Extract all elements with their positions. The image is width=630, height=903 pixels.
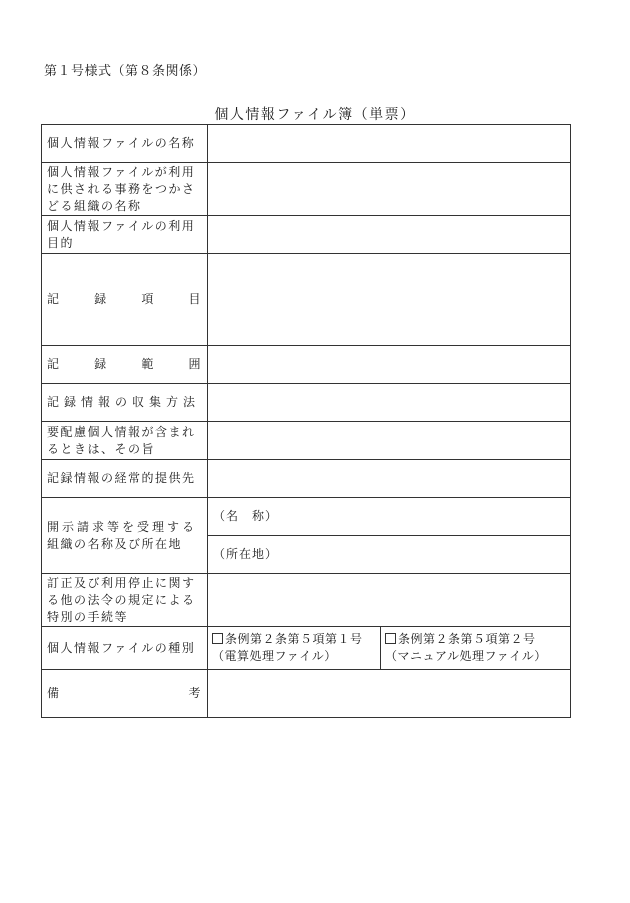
purpose-label-line: 目的: [47, 235, 75, 250]
special-procedures-label-line: 特別の手続等: [47, 609, 129, 624]
file-type-option-manual[interactable]: [381, 627, 571, 670]
form-title: 個人情報ファイル簿（単票）: [214, 107, 416, 123]
checkbox-electronic[interactable]: [212, 633, 223, 644]
record-items-char: 目: [188, 292, 202, 306]
regular-recipients-label: 記録情報の経常的提供先: [42, 460, 208, 498]
record-scope-char: 録: [94, 357, 108, 371]
sensitive-info-label: [42, 422, 208, 460]
table-row: [42, 384, 571, 422]
table-row: [42, 422, 571, 460]
table-row: [42, 574, 571, 627]
record-items-label: [42, 254, 208, 346]
table-row: [42, 216, 571, 254]
table-row: [42, 670, 571, 718]
disclosure-name-label: （名 称）: [213, 509, 279, 523]
managing-org-label-line: に供される事務をつかさ: [47, 181, 196, 196]
table-row: [42, 460, 571, 498]
sensitive-info-label-line: るときは、その旨: [47, 441, 156, 456]
form-number: 第１号様式（第８条関係）: [44, 64, 207, 79]
disclosure-org-label: [42, 498, 208, 574]
disclosure-address-field[interactable]: [208, 536, 571, 574]
record-scope-char: 記: [47, 357, 61, 371]
file-name-field[interactable]: [208, 125, 571, 163]
file-type-option-line2: （マニュアル処理ファイル）: [385, 649, 547, 663]
record-items-char: 録: [94, 292, 108, 306]
file-name-label: 個人情報ファイルの名称: [42, 125, 208, 163]
table-row: [42, 163, 571, 216]
special-procedures-field[interactable]: [208, 574, 571, 627]
file-type-option-line2: （電算処理ファイル）: [212, 649, 337, 663]
sensitive-info-label-line: 要配慮個人情報が含まれ: [47, 424, 196, 439]
table-row: [42, 627, 571, 670]
collection-method-label: 記録情報の収集方法: [42, 384, 208, 422]
purpose-label-line: 個人情報ファイルの利用: [47, 218, 196, 233]
checkbox-manual[interactable]: [385, 633, 396, 644]
managing-org-field[interactable]: [208, 163, 571, 216]
file-type-option-line1: 条例第２条第５項第２号: [398, 632, 536, 646]
personal-info-file-ledger-table: [41, 124, 571, 718]
record-items-field[interactable]: [208, 254, 571, 346]
record-scope-char: 範: [141, 357, 155, 371]
table-row: [42, 346, 571, 384]
disclosure-address-label: （所在地）: [213, 547, 279, 561]
remarks-char: 備: [47, 686, 61, 700]
special-procedures-label-line: 訂正及び利用停止に関す: [47, 575, 196, 590]
managing-org-label: [42, 163, 208, 216]
record-items-char: 項: [141, 292, 155, 306]
disclosure-org-label-line: 開示請求等を受理する: [47, 519, 198, 534]
collection-method-field[interactable]: [208, 384, 571, 422]
file-type-label: 個人情報ファイルの種別: [42, 627, 208, 670]
special-procedures-label: [42, 574, 208, 627]
record-scope-field[interactable]: [208, 346, 571, 384]
managing-org-label-line: 個人情報ファイルが利用: [47, 164, 196, 179]
remarks-label: [42, 670, 208, 718]
file-type-option-line1: 条例第２条第５項第１号: [225, 632, 363, 646]
file-type-option-electronic[interactable]: [208, 627, 381, 670]
disclosure-org-label-line: 組織の名称及び所在地: [47, 536, 183, 551]
disclosure-name-field[interactable]: [208, 498, 571, 536]
table-row: [42, 254, 571, 346]
managing-org-label-line: どる組織の名称: [47, 198, 142, 213]
purpose-field[interactable]: [208, 216, 571, 254]
purpose-label: [42, 216, 208, 254]
remarks-char: 考: [188, 686, 202, 700]
record-scope-char: 囲: [188, 357, 202, 371]
table-row: [42, 498, 571, 536]
record-items-char: 記: [47, 292, 61, 306]
sensitive-info-field[interactable]: [208, 422, 571, 460]
regular-recipients-field[interactable]: [208, 460, 571, 498]
record-scope-label: [42, 346, 208, 384]
remarks-field[interactable]: [208, 670, 571, 718]
special-procedures-label-line: る他の法令の規定による: [47, 592, 196, 607]
table-row: [42, 125, 571, 163]
